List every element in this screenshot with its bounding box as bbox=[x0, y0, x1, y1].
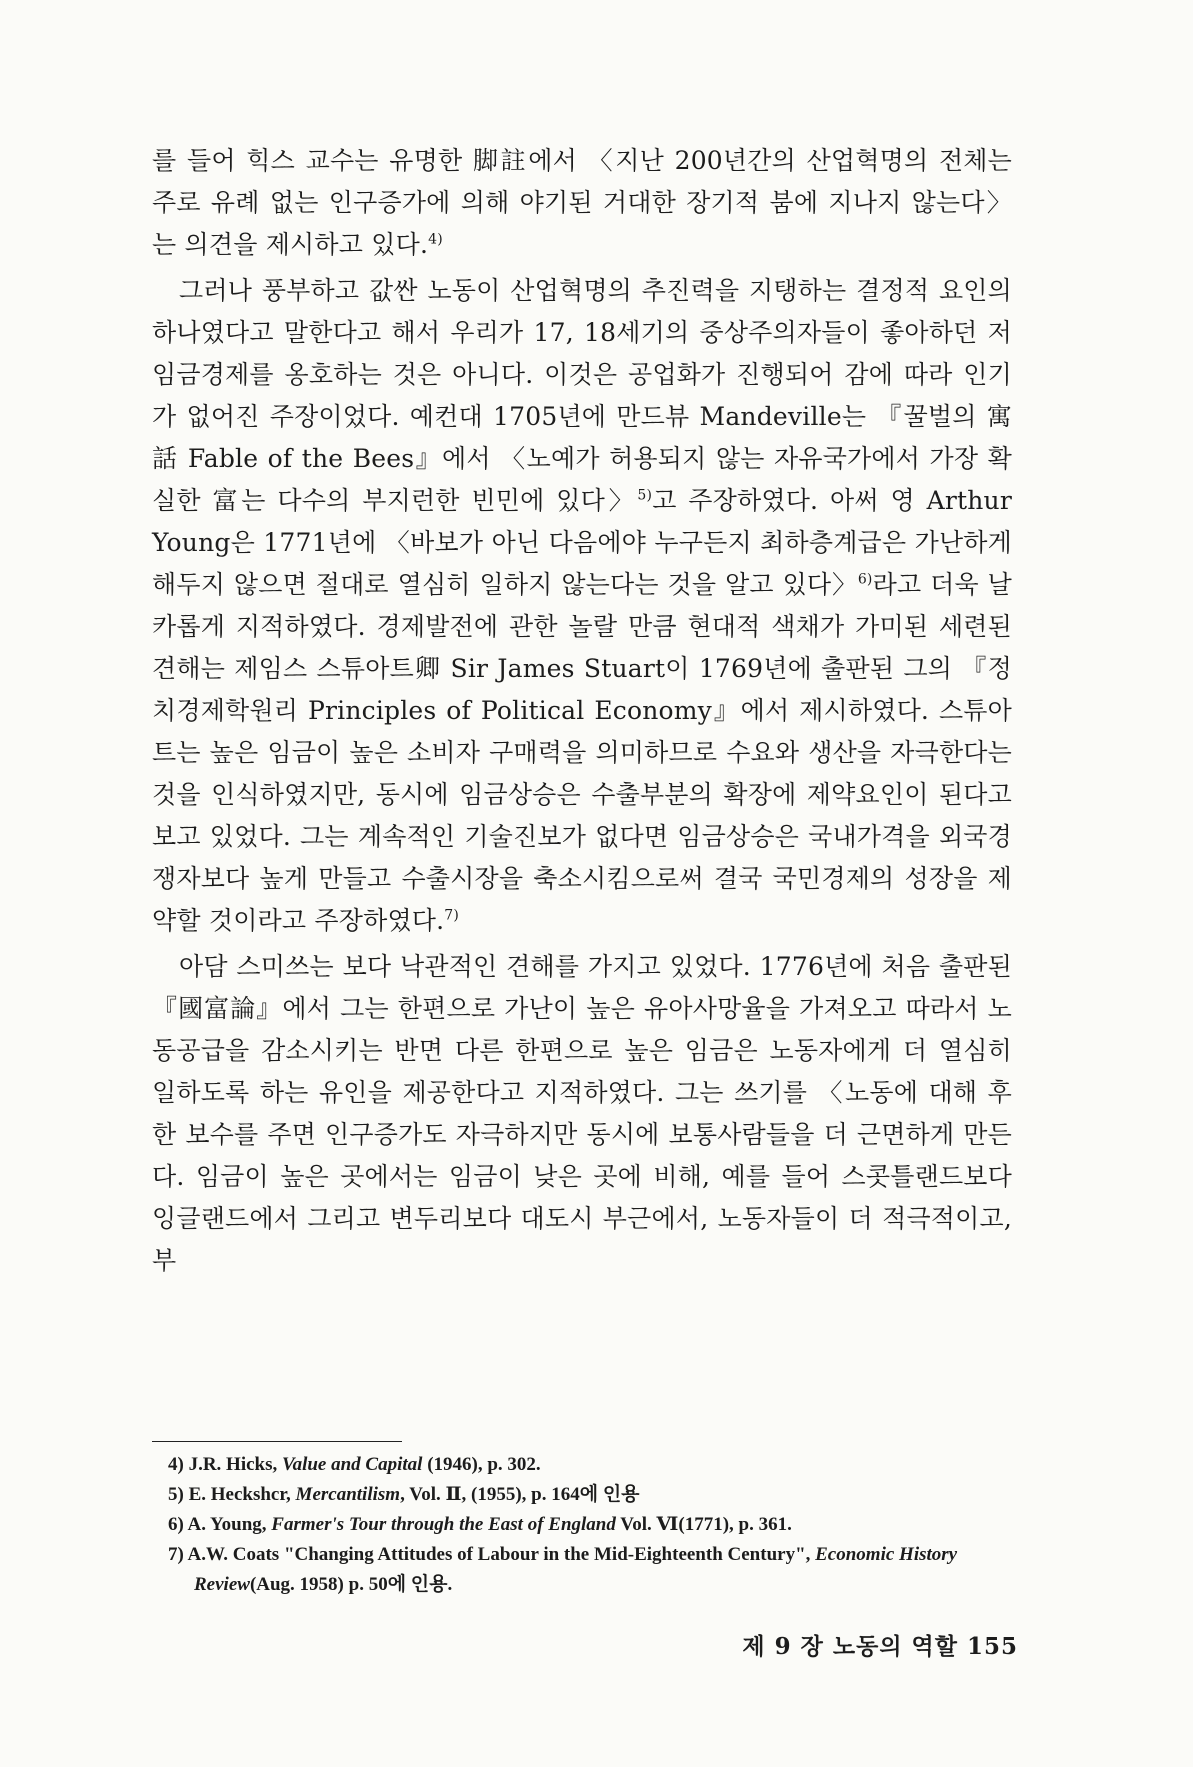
footnote-detail: (Aug. 1958) p. 50에 인용. bbox=[249, 1574, 453, 1595]
footnote-7 bbox=[168, 1540, 1012, 1600]
footnote-rule bbox=[152, 1441, 402, 1442]
footnote-4 bbox=[168, 1450, 1012, 1480]
paragraph-1 bbox=[152, 140, 1012, 266]
paragraph-text: 고 주장하였다. 아써 영 Arthur Young은 1771년에 〈바보가 아닌 다음에야 누구든지 최하층계급은 가난하게 해두지 않으면 절대로 열심히 일하지 않는다는 것을 알고 있다〉 bbox=[152, 486, 1012, 599]
paragraph-text: 아담 스미쓰는 보다 낙관적인 견해를 가지고 있었다. 1776년에 처음 출판된 『國富論』에서 그는 한편으로 가난이 높은 유아사망율을 가져오고 따라서 노동공급을 감소시키는 반면 다른 한편으로 높은 임금은 노동자에게 더 열심히 일하도록 하는 유인을 제공한다고 지적하였다. 그는 쓰기를 〈노동에 대해 후한 보수를 주면 인구증가도 자극하지만 동시에 보통사람들을 더 근면하게 만든다. 임금이 높은 곳에서는 임금이 낮은 곳에 비해, 예를 들어 스콧틀랜드보다 잉글랜드에서 그리고 변두리보다 대도시 부근에서, 노동자들이 더 적극적이고, 부 bbox=[152, 952, 1012, 1275]
footnotes bbox=[152, 1441, 1012, 1600]
footnote-ref: 5) bbox=[637, 487, 653, 504]
footnote-6 bbox=[168, 1510, 1012, 1540]
footnote-author: J.R. Hicks, bbox=[188, 1454, 283, 1475]
running-footer: 제 9 장 노동의 역할 155 bbox=[742, 1633, 1018, 1660]
footnote-detail: (1946), p. 302. bbox=[422, 1454, 541, 1475]
footnote-title: Economic History Review bbox=[194, 1544, 958, 1595]
paragraph-2 bbox=[152, 270, 1012, 942]
footnote-5 bbox=[168, 1480, 1012, 1510]
paragraph-text: 를 들어 힉스 교수는 유명한 脚註에서 〈지난 200년간의 산업혁명의 전체는 주로 유례 없는 인구증가에 의해 야기된 거대한 장기적 붐에 지나지 않는다〉는 의견을 제시하고 있다. bbox=[152, 146, 1012, 259]
footnote-detail: Vol. Ⅵ(1771), p. 361. bbox=[615, 1514, 792, 1535]
paragraph-text: 그러나 풍부하고 값싼 노동이 산업혁명의 추진력을 지탱하는 결정적 요인의 하나였다고 말한다고 해서 우리가 17, 18세기의 중상주의자들이 좋아하던 저임금경제를 옹호하는 것은 아니다. 이것은 공업화가 진행되어 감에 따라 인기가 없어진 주장이었다. 예컨대 1705년에 만드뷰 Mandeville는 『꿀벌의 寓話 Fable of the Bees』에서 〈노예가 허용되지 않는 자유국가에서 가장 확실한 富는 다수의 부지런한 빈민에 있다〉 bbox=[152, 276, 1012, 515]
footnote-detail: , Vol. Ⅱ, (1955), p. 164에 인용 bbox=[400, 1484, 640, 1505]
paragraph-3 bbox=[152, 946, 1012, 1282]
footnote-ref: 7) bbox=[444, 907, 460, 924]
footnote-author: A.W. Coats "Changing Attitudes of Labour in the Mid-Eighteenth Century", bbox=[187, 1544, 816, 1565]
footnote-number: 4) bbox=[168, 1454, 184, 1475]
page-body bbox=[152, 140, 1012, 1282]
footnote-number: 6) bbox=[168, 1514, 184, 1535]
main-text bbox=[152, 140, 1012, 1282]
footnote-title: Value and Capital bbox=[282, 1454, 423, 1475]
footnote-title: Farmer's Tour through the East of England bbox=[271, 1514, 616, 1535]
footnote-number: 5) bbox=[168, 1484, 184, 1505]
footnote-ref: 6) bbox=[857, 571, 873, 588]
footnote-ref: 4) bbox=[428, 231, 443, 248]
paragraph-text: 라고 더욱 날카롭게 지적하였다. 경제발전에 관한 놀랄 만큼 현대적 색채가 가미된 세련된 견해는 제임스 스튜아트卿 Sir James Stuart이 1769년에 출판된 그의 『정치경제학원리 Principles of Political Economy』에서 제시하였다. 스튜아트는 높은 임금이 높은 소비자 구매력을 의미하므로 수요와 생산을 자극한다는 것을 인식하였지만, 동시에 임금상승은 수출부분의 확장에 제약요인이 된다고 보고 있었다. 그는 계속적인 기술진보가 없다면 임금상승은 국내가격을 외국경쟁자보다 높게 만들고 수출시장을 축소시킴으로써 결국 국민경제의 성장을 제약할 것이라고 주장하였다. bbox=[152, 570, 1012, 935]
footnote-author: E. Heckshcr, bbox=[188, 1484, 296, 1505]
footnote-title: Mercantilism bbox=[295, 1484, 401, 1505]
footnote-number: 7) bbox=[168, 1544, 184, 1565]
footnote-author: A. Young, bbox=[187, 1514, 272, 1535]
